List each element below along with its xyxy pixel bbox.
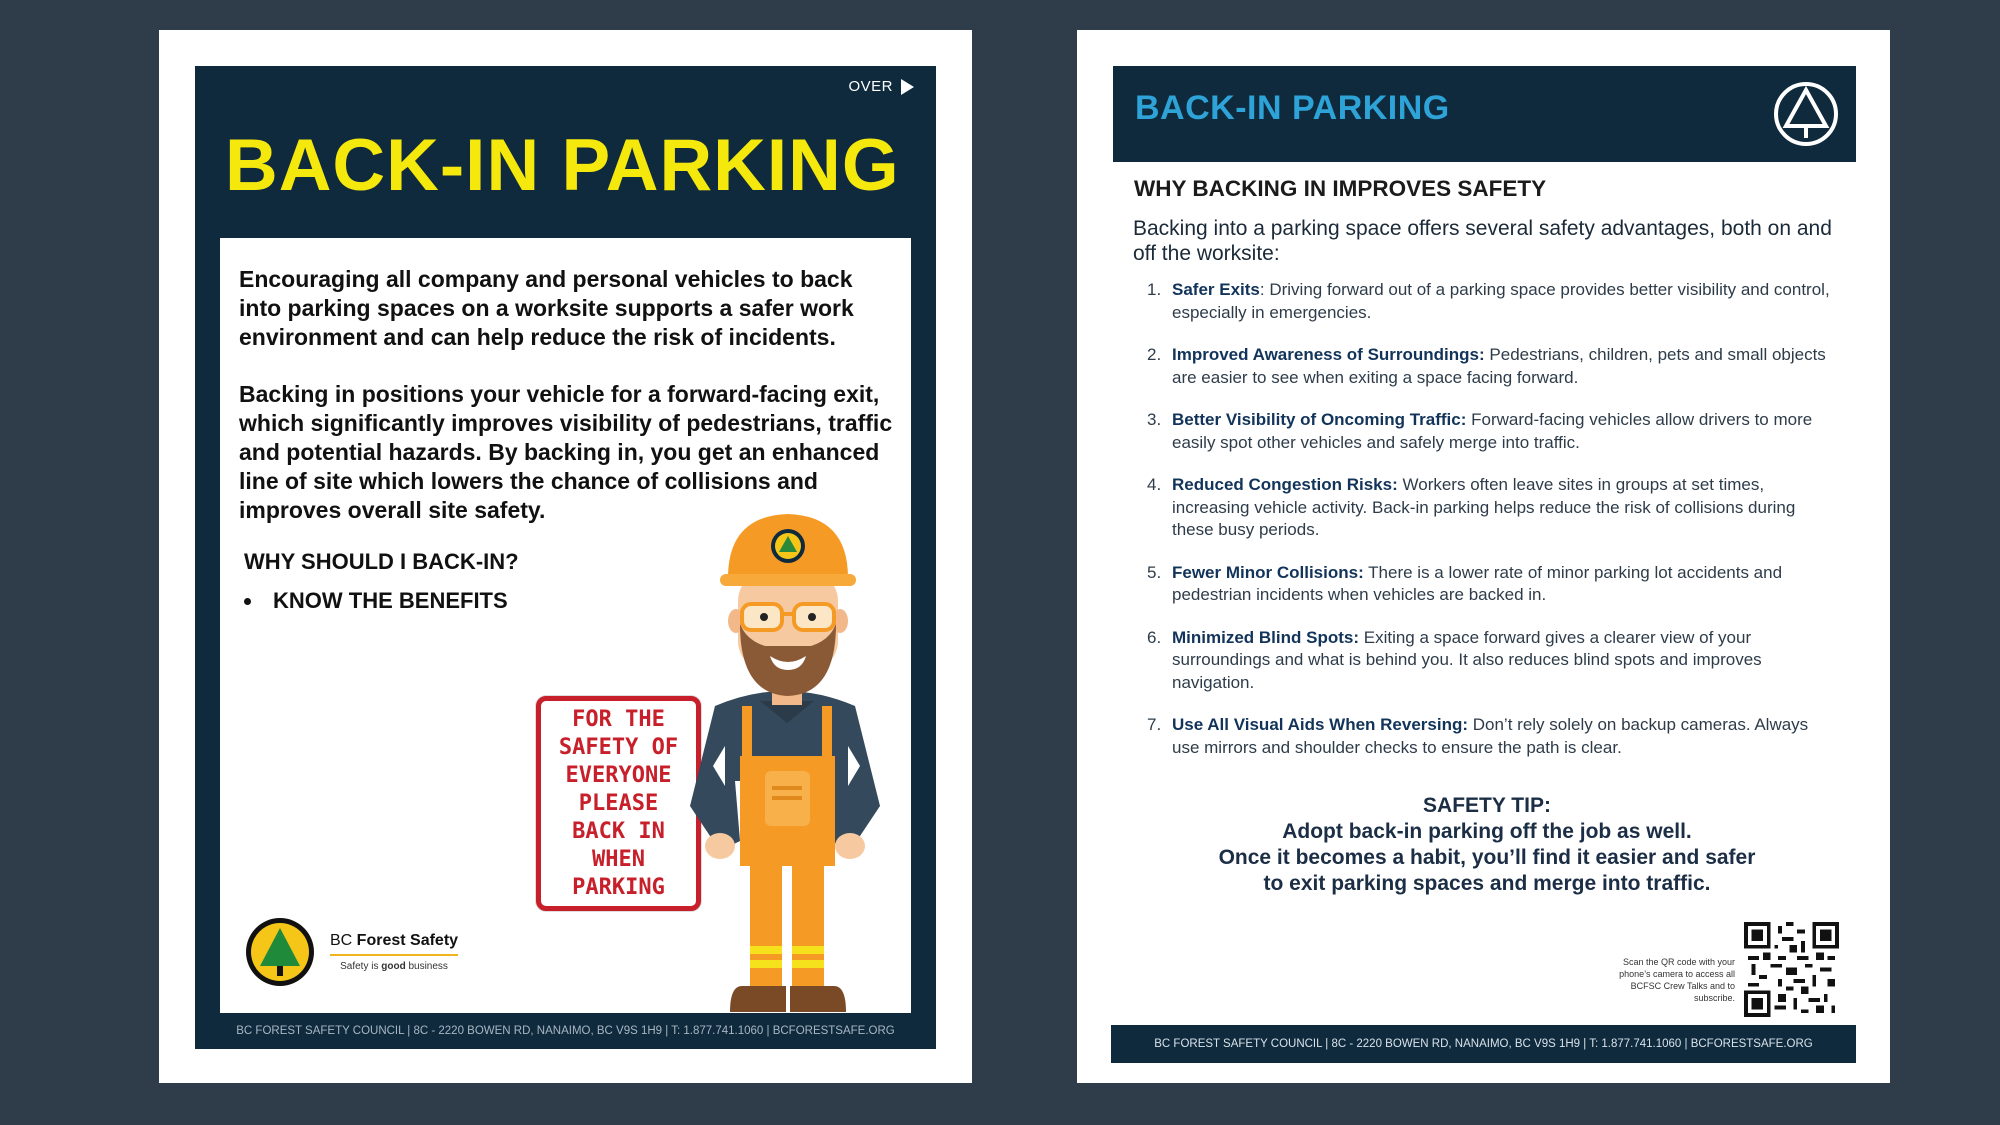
benefit-item: 5. Fewer Minor Collisions: There is a lower rate of minor parking lot accidents and pedestrian incidents when vehicles are backed in. bbox=[1147, 562, 1783, 604]
benefit-item: 4. Reduced Congestion Risks: Workers often leave sites in groups at set times, increasing vehicle activity. Back-in parking helps reduce the risk of collisions during these busy periods. bbox=[1147, 475, 1796, 539]
benefit-item: 3. Better Visibility of Oncoming Traffic: Forward-facing vehicles allow drivers to more easily spot other vehicles and safely merge into traffic. bbox=[1147, 410, 1813, 452]
front-title: BACK-IN PARKING bbox=[225, 125, 900, 206]
logo-name: BC Forest Safety bbox=[330, 932, 458, 956]
qr-code-icon[interactable] bbox=[1744, 922, 1839, 1017]
over-indicator bbox=[848, 78, 914, 95]
tip-line: Once it becomes a habit, you’ll find it easier and safer bbox=[1218, 846, 1756, 869]
construction-worker-illustration bbox=[680, 506, 895, 1013]
back-header bbox=[1113, 66, 1856, 162]
back-page bbox=[1077, 30, 1890, 1083]
back-footer: BC FOREST SAFETY COUNCIL | 8C - 2220 BOWEN RD, NANAIMO, BC V9S 1H9 | T: 1.877.741.1060 | BCFORESTSAFE.ORG bbox=[1111, 1025, 1856, 1063]
triangle-logo-icon bbox=[1772, 80, 1840, 148]
back-heading: WHY BACKING IN IMPROVES SAFETY bbox=[1134, 176, 1547, 201]
safety-tip bbox=[1137, 793, 1837, 897]
back-title: BACK-IN PARKING bbox=[1135, 89, 1450, 127]
benefit-item: 6. Minimized Blind Spots: Exiting a space forward gives a clearer view of your surroundings and what is behind you. It also reduces blind spots and improves navigation. bbox=[1147, 627, 1762, 692]
tip-label: SAFETY TIP: bbox=[1423, 794, 1551, 817]
benefit-item: 7. Use All Visual Aids When Reversing: Don’t rely solely on backup cameras. Always use mirrors and shoulder checks to ensure the path is clear. bbox=[1147, 715, 1809, 757]
bullet-item bbox=[244, 588, 508, 614]
benefit-paragraph: Backing in positions your vehicle for a forward-facing exit, which significantly improves visibility of pedestrians, traffic and potential hazards. By backing in, you get an enhanced line of site which lowers the chance of collisions and improves overall site safety. bbox=[239, 381, 893, 523]
bcfs-logo bbox=[244, 916, 458, 988]
tip-line: to exit parking spaces and merge into traffic. bbox=[1263, 872, 1711, 895]
benefits-list bbox=[1147, 279, 1837, 759]
front-content-card bbox=[220, 238, 911, 1013]
front-footer: BC FOREST SAFETY COUNCIL | 8C - 2220 BOWEN RD, NANAIMO, BC V9S 1H9 | T: 1.877.741.1060 | BCFORESTSAFE.ORG bbox=[236, 1025, 895, 1037]
bullet-icon bbox=[244, 598, 251, 605]
sign-text: FOR THE SAFETY OF EVERYONE PLEASE BACK IN WHEN PARKING bbox=[558, 706, 679, 900]
logo-tagline: Safety is good business bbox=[340, 961, 448, 972]
qr-caption: Scan the QR code with your phone’s camera to access all BCFSC Crew Talks and to subscribe. bbox=[1619, 957, 1735, 1003]
benefit-item: 1. Safer Exits: Driving forward out of a parking space provides better visibility and control, especially in emergencies. bbox=[1147, 280, 1830, 322]
bullet-text: KNOW THE BENEFITS bbox=[273, 588, 508, 613]
play-arrow-icon bbox=[901, 79, 914, 95]
logo-text bbox=[330, 932, 458, 972]
over-label: OVER bbox=[848, 78, 893, 95]
parking-sign bbox=[536, 696, 701, 911]
tip-line: Adopt back-in parking off the job as well. bbox=[1282, 820, 1692, 843]
tree-logo-icon bbox=[244, 916, 316, 988]
why-heading: WHY SHOULD I BACK-IN? bbox=[244, 549, 519, 574]
intro-paragraph: Encouraging all company and personal vehicles to back into parking spaces on a worksite supports a safer work environment and can help reduce the risk of incidents. bbox=[239, 266, 854, 350]
front-panel bbox=[195, 66, 936, 1049]
benefit-item: 2. Improved Awareness of Surroundings: Pedestrians, children, pets and small objects are easier to see when exiting a space facing forward. bbox=[1147, 345, 1826, 387]
front-page bbox=[159, 30, 972, 1083]
back-intro: Backing into a parking space offers several safety advantages, both on and off the worksite: bbox=[1133, 217, 1832, 265]
